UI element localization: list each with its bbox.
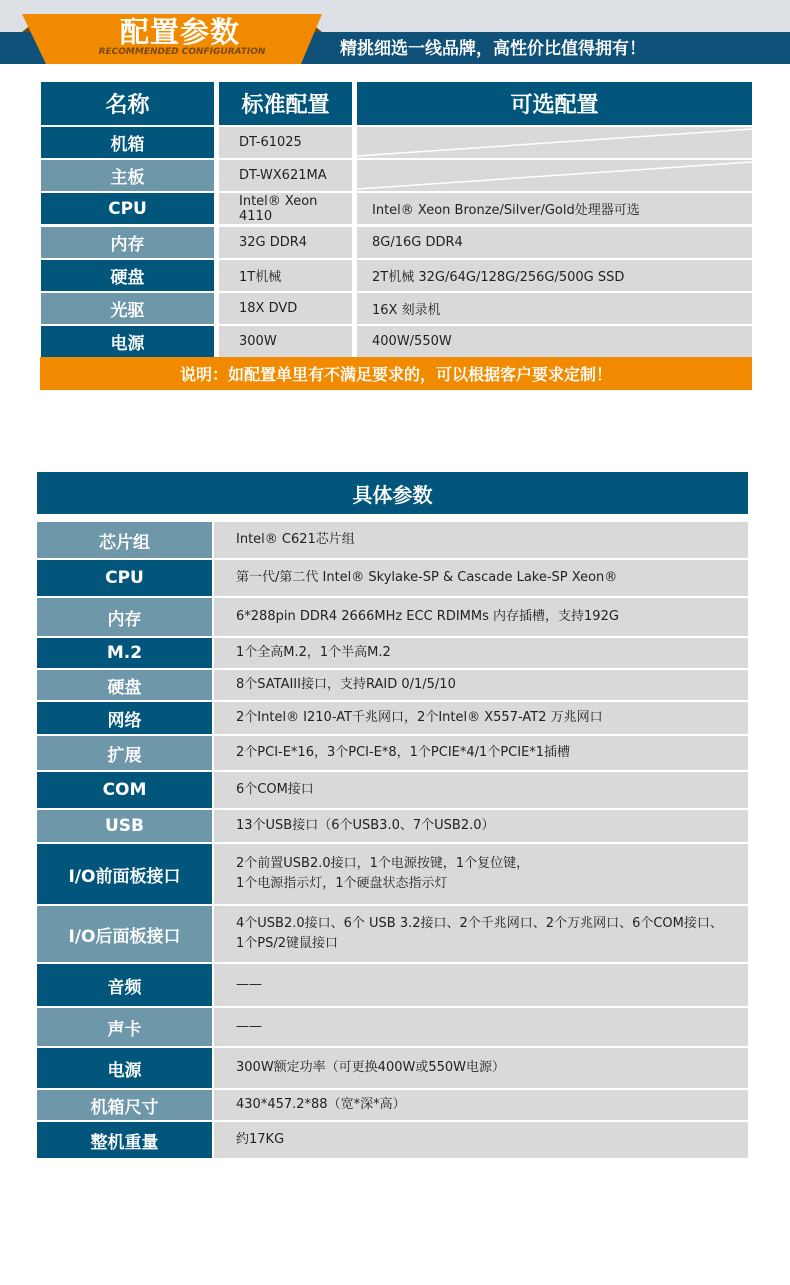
spec-value-line: 430*457.2*88（宽*深*高） <box>236 1097 406 1112</box>
config-row-optional <box>357 160 752 191</box>
config-row <box>41 193 752 224</box>
config-row-optional: 8G/16G DDR4 <box>357 227 752 258</box>
config-row-name: 硬盘 <box>41 260 214 291</box>
config-row-standard: 300W <box>219 326 352 357</box>
spec-value <box>214 844 748 904</box>
banner-title: 配置参数 <box>119 15 240 49</box>
config-row <box>41 293 752 324</box>
spec-value-line: 6个COM接口 <box>236 782 314 797</box>
config-table-header <box>41 82 752 125</box>
config-row-standard: DT-61025 <box>219 127 352 158</box>
spec-key: 声卡 <box>37 1008 212 1046</box>
config-row-optional: 16X 刻录机 <box>357 293 752 324</box>
spec-key: I/O后面板接口 <box>37 906 212 962</box>
config-row-optional <box>357 127 752 158</box>
spec-value <box>214 598 748 636</box>
spec-key: CPU <box>37 560 212 596</box>
banner-slogan: 精挑细选一线品牌，高性价比值得拥有！ <box>340 39 646 59</box>
config-row <box>41 326 752 357</box>
spec-key: COM <box>37 772 212 808</box>
spec-key: 整机重量 <box>37 1122 212 1158</box>
spec-key: 扩展 <box>37 736 212 770</box>
spec-key: I/O前面板接口 <box>37 844 212 904</box>
config-row <box>41 127 752 158</box>
config-row-name: 机箱 <box>41 127 214 158</box>
spec-value-line: 13个USB接口（6个USB3.0、7个USB2.0） <box>236 818 495 833</box>
spec-value <box>214 964 748 1006</box>
spec-key: 硬盘 <box>37 670 212 700</box>
spec-value-line: 1个全高M.2，1个半高M.2 <box>236 645 391 660</box>
spec-key: M.2 <box>37 638 212 668</box>
spec-key: 机箱尺寸 <box>37 1090 212 1120</box>
header-name: 名称 <box>41 82 214 125</box>
spec-value-line: 2个Intel® I210-AT千兆网口，2个Intel® X557-AT2 万兆网口 <box>236 710 603 725</box>
config-row-name: 光驱 <box>41 293 214 324</box>
spec-value-line: 300W额定功率（可更换400W或550W电源） <box>236 1060 506 1075</box>
config-row-standard: Intel® Xeon 4110 <box>219 193 352 224</box>
spec-value-line: Intel® C621芯片组 <box>236 532 355 547</box>
spec-key: 音频 <box>37 964 212 1006</box>
spec-value-line: 1个电源指示灯，1个硬盘状态指示灯 <box>236 876 448 891</box>
config-row-standard: DT-WX621MA <box>219 160 352 191</box>
config-row-optional: 2T机械 32G/64G/128G/256G/500G SSD <box>357 260 752 291</box>
spec-value <box>214 1090 748 1120</box>
spec-value <box>214 702 748 734</box>
config-row <box>41 160 752 191</box>
spec-value-line: 2个PCI-E*16，3个PCI-E*8，1个PCIE*4/1个PCIE*1插槽 <box>236 745 571 760</box>
spec-value-line: —— <box>236 1019 262 1034</box>
spec-value <box>214 1122 748 1158</box>
config-row-name: 内存 <box>41 227 214 258</box>
spec-value-line: 约17KG <box>236 1132 285 1147</box>
config-row-name: CPU <box>41 193 214 224</box>
spec-value <box>214 522 748 558</box>
spec-key: USB <box>37 810 212 842</box>
config-row-standard: 1T机械 <box>219 260 352 291</box>
spec-value-line: 8个SATAIII接口，支持RAID 0/1/5/10 <box>236 677 456 692</box>
header-optional: 可选配置 <box>357 82 752 125</box>
config-row-name: 电源 <box>41 326 214 357</box>
spec-key: 内存 <box>37 598 212 636</box>
banner-subtitle: RECOMMENDED CONFIGURATION <box>98 47 266 57</box>
spec-table-title: 具体参数 <box>37 472 748 514</box>
spec-key: 芯片组 <box>37 522 212 558</box>
spec-value <box>214 638 748 668</box>
empty-cell-slash <box>357 160 752 191</box>
empty-cell-slash <box>357 127 752 158</box>
config-row-standard: 32G DDR4 <box>219 227 352 258</box>
config-note: 说明：如配置单里有不满足要求的，可以根据客户要求定制！ <box>40 357 752 390</box>
spec-value <box>214 1048 748 1088</box>
spec-value-line: 1个PS/2键鼠接口 <box>236 936 339 951</box>
spec-value-line: 6*288pin DDR4 2666MHz ECC RDIMMs 内存插槽，支持192G <box>236 609 619 624</box>
spec-value <box>214 1008 748 1046</box>
spec-value <box>214 906 748 962</box>
spec-value-line: 2个前置USB2.0接口，1个电源按键，1个复位键， <box>236 856 530 871</box>
config-row <box>41 260 752 291</box>
spec-value <box>214 560 748 596</box>
spec-value-line: 第一代/第二代 Intel® Skylake-SP & Cascade Lake-SP Xeon® <box>236 570 618 585</box>
spec-value-line: —— <box>236 977 262 992</box>
spec-value <box>214 736 748 770</box>
config-row-optional: Intel® Xeon Bronze/Silver/Gold处理器可选 <box>357 193 752 224</box>
config-row-optional: 400W/550W <box>357 326 752 357</box>
spec-key: 电源 <box>37 1048 212 1088</box>
spec-value <box>214 810 748 842</box>
spec-key: 网络 <box>37 702 212 734</box>
spec-value <box>214 670 748 700</box>
spec-value-line: 4个USB2.0接口、6个 USB 3.2接口、2个千兆网口、2个万兆网口、6个COM接口、 <box>236 916 723 931</box>
spec-value <box>214 772 748 808</box>
header-banner <box>0 0 790 64</box>
config-row-standard: 18X DVD <box>219 293 352 324</box>
config-row <box>41 227 752 258</box>
config-row-name: 主板 <box>41 160 214 191</box>
header-standard: 标准配置 <box>219 82 352 125</box>
